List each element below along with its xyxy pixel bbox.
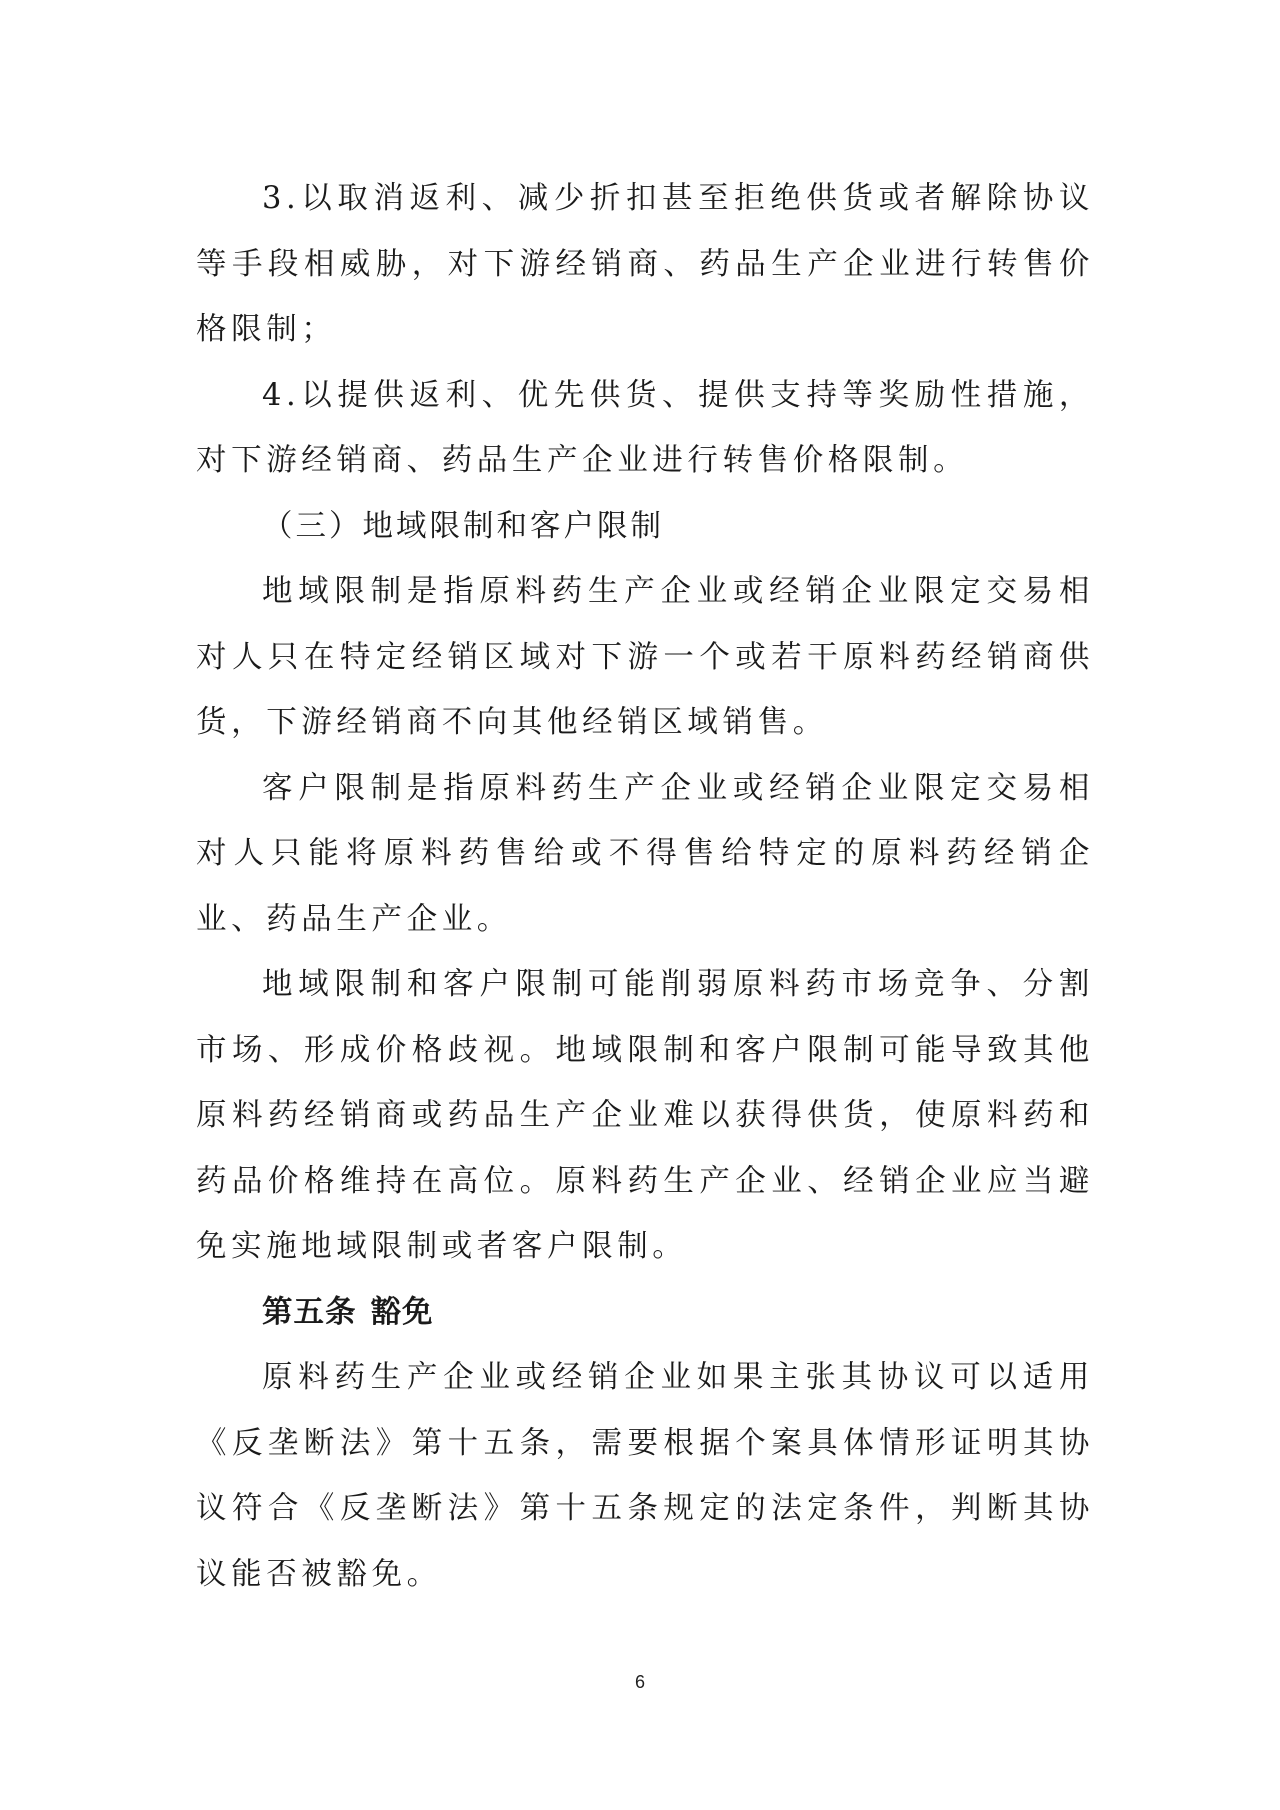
article-number: 第五条 [262,1294,357,1330]
article-heading [196,1280,1094,1346]
page-number: 6 [634,1672,645,1692]
article-title: 豁免 [370,1294,434,1330]
body-text [196,166,1094,1607]
paragraph-customer-restriction: 客户限制是指原料药生产企业或经销企业限定交易相对人只能将原料药售给或不得售给特定的原料药经销企业、药品生产企业。 [196,770,1094,937]
section-heading-territorial-customer: （三）地域限制和客户限制 [262,508,664,544]
paragraph-restriction-effects: 地域限制和客户限制可能削弱原料药市场竞争、分割市场、形成价格歧视。地域限制和客户限制可能导致其他原料药经销商或药品生产企业难以获得供货，使原料药和药品价格维持在高位。原料药生产企业、经销企业应当避免实施地域限制或者客户限制。 [196,967,1094,1264]
paragraph-territorial-restriction: 地域限制是指原料药生产企业或经销企业限定交易相对人只在特定经销区域对下游一个或若干原料药经销商供货，下游经销商不向其他经销区域销售。 [196,574,1094,740]
paragraph-item-4: 4.以提供返利、优先供货、提供支持等奖励性措施，对下游经销商、药品生产企业进行转售价格限制。 [196,377,1094,478]
paragraph-item-3: 3.以取消返利、减少折扣甚至拒绝供货或者解除协议等手段相威胁，对下游经销商、药品生产企业进行转售价格限制； [196,181,1094,347]
paragraph-exemption: 原料药生产企业或经销企业如果主张其协议可以适用《反垄断法》第十五条，需要根据个案具体情形证明其协议符合《反垄断法》第十五条规定的法定条件，判断其协议能否被豁免。 [196,1360,1094,1592]
